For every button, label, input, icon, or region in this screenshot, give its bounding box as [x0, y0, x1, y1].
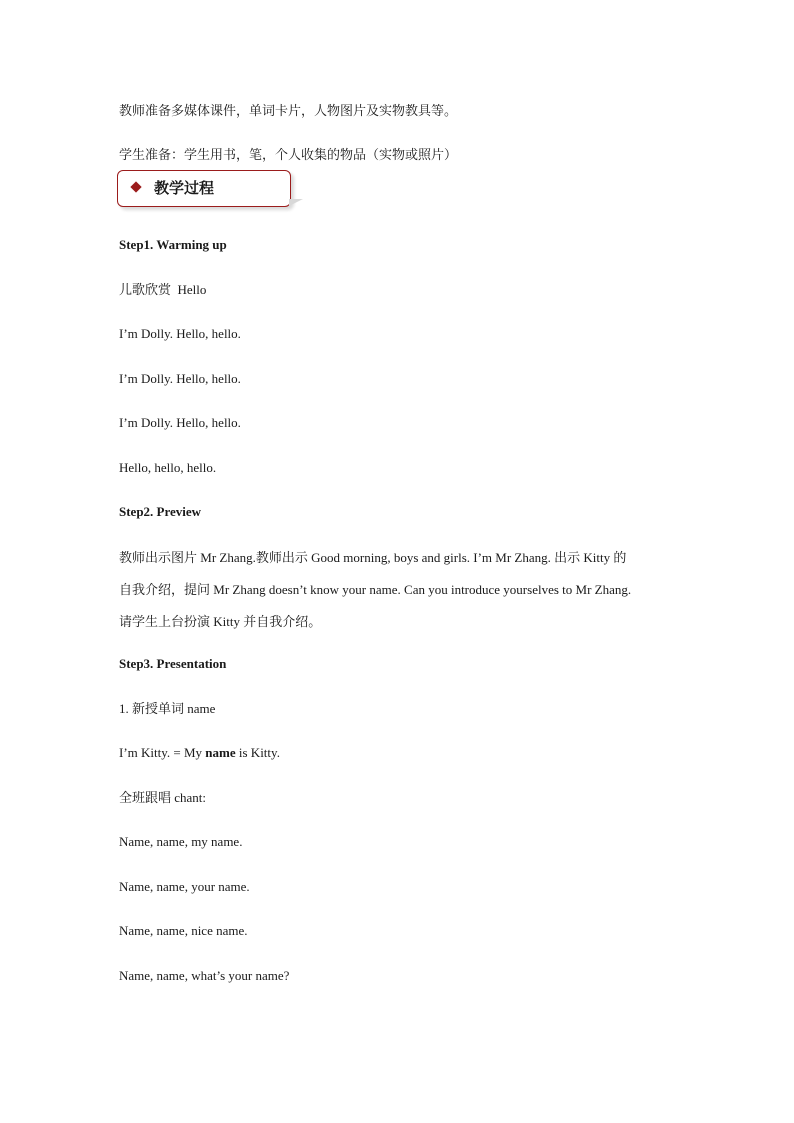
chant-line: Name, name, your name.: [119, 879, 250, 894]
student-prep-text: 学生准备：学生用书，笔，个人收集的物品（实物或照片）: [119, 148, 458, 163]
step3-heading: Step3. Presentation: [119, 656, 227, 671]
step2-paragraph: [119, 542, 679, 638]
song-line: I’m Dolly. Hello, hello.: [119, 326, 241, 341]
chant-line: Name, name, nice name.: [119, 923, 248, 938]
step1-heading: Step1. Warming up: [119, 237, 227, 252]
chant-line: Name, name, what’s your name?: [119, 968, 290, 983]
song-label: 儿歌欣赏: [119, 283, 172, 298]
step2-paragraph-line: 教师出示图片 Mr Zhang.教师出示 Good morning, boys and girls. I’m Mr Zhang. 出示 Kitty 的: [119, 550, 627, 566]
chant-line: Name, name, my name.: [119, 834, 243, 849]
step2-paragraph-line: 请学生上台扮演 Kitty 并自我介绍。: [119, 614, 322, 630]
step2-paragraph-line: 自我介绍，提问 Mr Zhang doesn’t know your name. Can you introduce yourselves to Mr Zhang.: [119, 582, 632, 598]
song-line: I’m Dolly. Hello, hello.: [119, 415, 241, 430]
section-title: 教学过程: [154, 179, 215, 197]
step3-item1: 1. 新授单词 name: [119, 701, 216, 717]
song-intro: [119, 280, 206, 301]
song-line: Hello, hello, hello.: [119, 460, 217, 475]
song-title: Hello: [177, 282, 207, 297]
teacher-prep-text: 教师准备多媒体课件，单词卡片，人物图片及实物教具等。: [119, 104, 458, 119]
section-header-shadow-tail: [289, 199, 303, 206]
song-line: I’m Dolly. Hello, hello.: [119, 371, 241, 386]
name-example: I’m Kitty. = My name is Kitty.: [119, 745, 280, 760]
chant-intro: 全班跟唱 chant:: [119, 790, 207, 806]
step2-heading: Step2. Preview: [119, 504, 202, 519]
keyword-name: name: [205, 745, 236, 760]
